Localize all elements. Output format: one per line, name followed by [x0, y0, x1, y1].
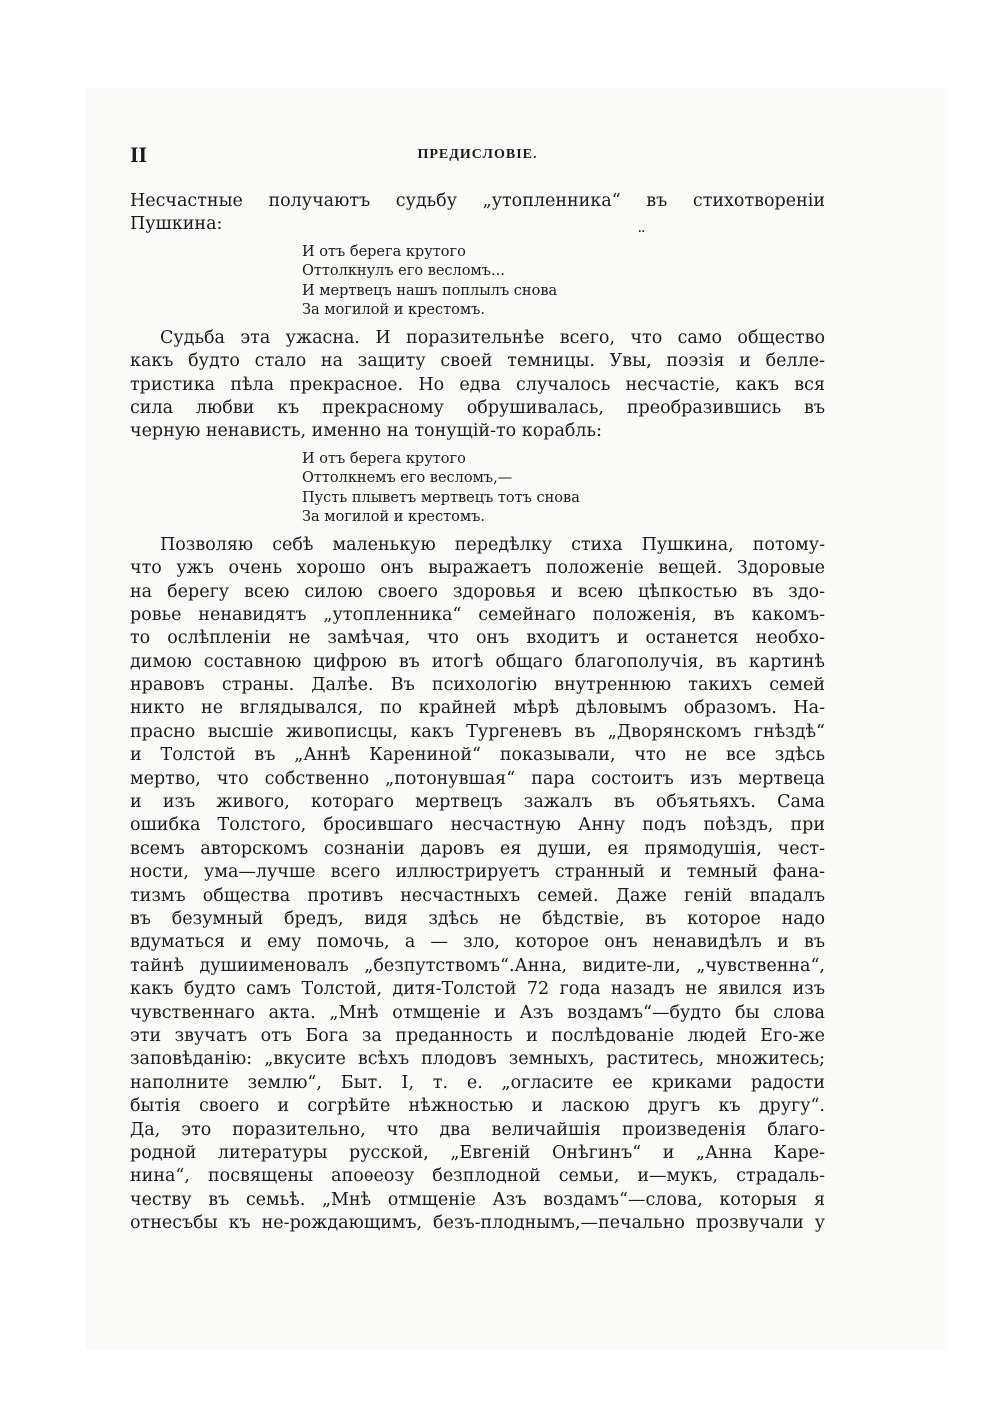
text-line: ровье ненавидятъ „утопленника“ семейнаго положенія, въ какомъ-	[130, 604, 825, 625]
text-line: что ужъ очень хорошо онъ выражаетъ положеніе вещей. Здоровые	[130, 558, 825, 579]
text-line: эти звучатъ отъ Бога за преданность и послѣдованіе людей Его-же	[130, 1025, 825, 1046]
text-line: ности, ума—лучше всего иллюстрируетъ странный и темный фана-	[130, 862, 825, 883]
text-line: какъ будто самъ Толстой, дитя-Толстой 72 года назадъ не явился изъ	[130, 979, 825, 1000]
text-line: прасно высшіе живописцы, какъ Тургеневъ въ „Дворянскомъ гнѣздѣ“	[130, 721, 825, 742]
text-line: отнесъбы къ не-рождающимъ, безъ-плоднымъ,—печально прозвучали у	[130, 1213, 825, 1234]
text-line: сила любви къ прекрасному обрушивалась, преобразившись въ	[130, 397, 825, 418]
text-line: родной литературы русской, „Евгеній Онѣгинъ“ и „Анна Каре-	[130, 1142, 825, 1163]
text-line: то ослѣпленіи не замѣчая, что онъ входитъ и останется необхо-	[130, 628, 825, 649]
paragraph-3	[130, 534, 825, 1236]
text-line: чувственнаго акта. „Мнѣ отмщеніе и Азъ воздамъ“—будто бы слова	[130, 1002, 825, 1023]
paragraph-2	[130, 327, 825, 444]
text-line: бытія своего и согрѣйте нѣжностью и ласкою другъ къ другу“.	[130, 1096, 825, 1117]
text-line: всемъ авторскомъ сознаніи даровъ ея души, ея прямодушія, чест-	[130, 838, 825, 859]
text-line: заповѣданію: „вкусите всѣхъ плодовъ земныхъ, раститесь, множитесь;	[130, 1049, 825, 1070]
poem-line: И отъ берега крутого	[302, 450, 466, 467]
page-header	[130, 142, 825, 172]
text-line: въ безумный бредъ, видя здѣсь не бѣдствіе, въ которое надо	[130, 908, 825, 929]
text-line: тристика пѣла прекрасное. Но едва случалось несчастіе, какъ вся	[130, 374, 825, 395]
intro-paragraph	[130, 190, 825, 237]
page-number: II	[130, 142, 148, 167]
poem-line: Оттолкнемъ его весломъ,—	[302, 470, 513, 487]
text-line: какъ будто стало на защиту своей темницы. Увы, поэзія и белле-	[130, 351, 825, 372]
stray-ink-mark: ..	[638, 224, 645, 235]
text-line: Несчастные получаютъ судьбу „утопленника“ въ стихотвореніи	[130, 191, 825, 211]
text-line: ошибка Толстого, бросившаго несчастную Анну подъ поѣздъ, при	[130, 815, 825, 836]
poem-line: Оттолкнулъ его весломъ...	[302, 263, 505, 280]
text-line: нина“, посвящены апоѳеозу безплодной семьи, и—мукъ, страдаль-	[130, 1166, 825, 1187]
poem-line: За могилой и крестомъ.	[302, 509, 485, 526]
poem-line: Пусть плыветъ мертвецъ тотъ снова	[302, 489, 580, 506]
text-line: честву въ семьѣ. „Мнѣ отмщеніе Азъ воздамъ“—слова, которыя я	[130, 1189, 825, 1210]
text-line: черную ненависть, именно на тонущій-то корабль:	[130, 421, 602, 442]
text-line: Да, это поразительно, что два величайшія произведенія благо-	[130, 1119, 825, 1140]
text-line: Пушкина:	[130, 214, 223, 235]
poem-line: И мертвецъ нашъ поплылъ снова	[302, 282, 558, 299]
text-line: вдуматься и ему помочь, а — зло, которое онъ ненавидѣлъ и въ	[130, 932, 825, 953]
text-line: тизмъ общества противъ несчастныхъ семей. Даже геній впадалъ	[130, 885, 825, 906]
body-text	[130, 190, 825, 1235]
text-line: никто не вглядывался, по крайней мѣрѣ дѣловымъ образомъ. На-	[130, 698, 825, 719]
text-line: Позволяю себѣ маленькую передѣлку стиха Пушкина, потому-	[160, 534, 825, 555]
text-line: и Толстой въ „Аннѣ Карениной“ показывали, что не все здѣсь	[130, 745, 825, 766]
poem-line: За могилой и крестомъ.	[302, 302, 485, 319]
text-line: и изъ живого, котораго мертвецъ зажалъ въ объятьяхъ. Сама	[130, 792, 825, 813]
poem-quote-1	[302, 243, 825, 321]
text-line: Судьба эта ужасна. И поразительнѣе всего, что само общество	[160, 327, 825, 348]
text-line: димою составною цифрою въ итогѣ общаго благополучія, въ картинѣ	[130, 651, 825, 672]
running-head: ПРЕДИСЛОВІЕ.	[417, 147, 538, 162]
poem-quote-2	[302, 450, 825, 528]
text-line: мертво, что собственно „потонувшая“ пара состоитъ изъ мертвеца	[130, 768, 825, 789]
poem-line: И отъ берега крутого	[302, 243, 466, 260]
text-line: нравовъ страны. Далѣе. Въ психологію внутреннюю такихъ семей	[130, 675, 825, 696]
text-line: на берегу всею силою своего здоровья и всею цѣпкостью въ здо-	[130, 581, 825, 602]
text-line: тайнѣ душиименовалъ „безпутствомъ“.Анна, видите-ли, „чувственна“,	[130, 955, 825, 976]
text-line: наполните землю“, Быт. I, т. е. „огласите ее криками радости	[130, 1072, 825, 1093]
